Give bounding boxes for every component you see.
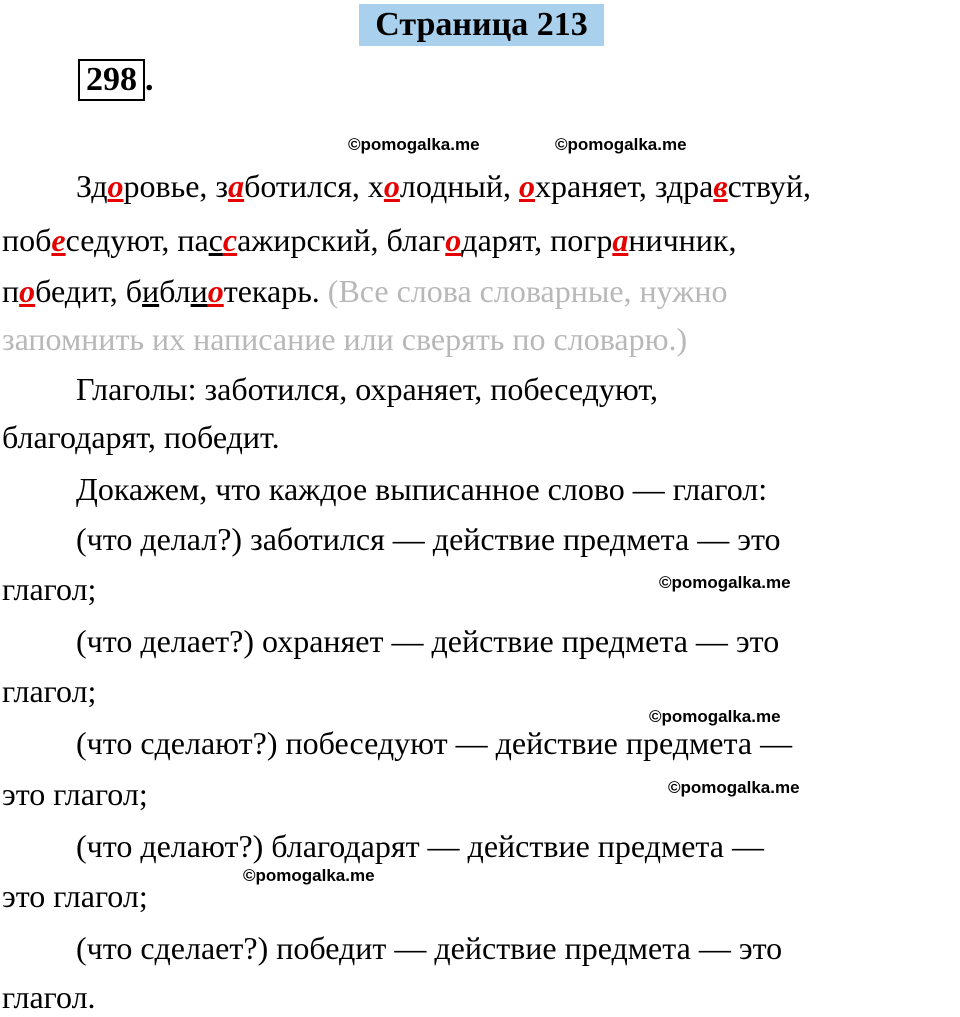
proof-intro: Докажем, что каждое выписанное слово — глагол: (76, 471, 768, 507)
watermark: ©pomogalka.me (659, 573, 791, 592)
watermark: ©pomogalka.me (668, 778, 800, 797)
underlined-letter: и (142, 273, 160, 309)
highlighted-letter: о (445, 222, 462, 258)
page-title: Страница 213 (359, 4, 604, 46)
proof-line: это глагол; (2, 878, 148, 914)
word-text: бедит, б (35, 273, 143, 309)
word-text: п (2, 273, 20, 309)
word-text: ботился, х (244, 168, 384, 204)
highlighted-letter: о (107, 168, 124, 204)
word-text: Зд (76, 168, 108, 204)
highlighted-letter: в (713, 168, 728, 204)
exercise-number (78, 59, 154, 101)
word-text: ажирский, благ (237, 222, 446, 258)
word-text: ровье, з (123, 168, 229, 204)
word-text: храняет, здра (535, 168, 714, 204)
watermark: ©pomogalka.me (348, 135, 480, 154)
exercise-number-box: 298 (78, 59, 145, 101)
highlighted-letter: а (228, 168, 245, 204)
proof-line: (что делают?) благодарят — действие предмета — (76, 828, 764, 864)
proof-line: (что делает?) охраняет — действие предмета — это (76, 623, 780, 659)
proof-line: (что сделает?) победит — действие предмета — это (76, 930, 783, 966)
word-text: текарь. (223, 273, 320, 309)
verbs-line: Глаголы: заботился, охраняет, побеседуют, (76, 371, 658, 407)
proof-line: глагол; (2, 673, 97, 709)
note-text: запомнить их написание или сверять по словарю.) (2, 321, 688, 357)
highlighted-letter: а (612, 222, 629, 258)
word-text: ствуй, (727, 168, 811, 204)
word-text: бл (159, 273, 191, 309)
word-text: поб (2, 222, 52, 258)
underlined-letter: с (208, 222, 223, 258)
text-line (2, 319, 687, 359)
text-line (76, 166, 811, 206)
underlined-letter: и (190, 273, 208, 309)
word-text: ничник, (628, 222, 737, 258)
proof-line: глагол. (2, 979, 96, 1015)
text-line (2, 271, 727, 311)
text-line (2, 220, 736, 260)
watermark: ©pomogalka.me (649, 707, 781, 726)
note-text: (Все слова словарные, нужно (319, 273, 728, 309)
highlighted-letter: о (207, 273, 224, 309)
proof-line: глагол; (2, 571, 97, 607)
highlighted-letter: о (519, 168, 535, 204)
proof-line: (что сделают?) побеседуют — действие предмета — (76, 725, 793, 761)
word-text: лодный, (399, 168, 519, 204)
watermark: ©pomogalka.me (555, 135, 687, 154)
watermark: ©pomogalka.me (243, 866, 375, 885)
highlighted-letter: с (222, 222, 238, 258)
word-text: дарят, погр (461, 222, 613, 258)
highlighted-letter: о (383, 168, 400, 204)
proof-line: (что делал?) заботился — действие предмета — это (76, 521, 781, 557)
proof-line: это глагол; (2, 776, 148, 812)
exercise-dot: . (145, 61, 154, 98)
highlighted-letter: е (51, 222, 66, 258)
word-text: седуют, па (65, 222, 209, 258)
highlighted-letter: о (19, 273, 36, 309)
verbs-line: благодарят, победит. (2, 419, 280, 455)
